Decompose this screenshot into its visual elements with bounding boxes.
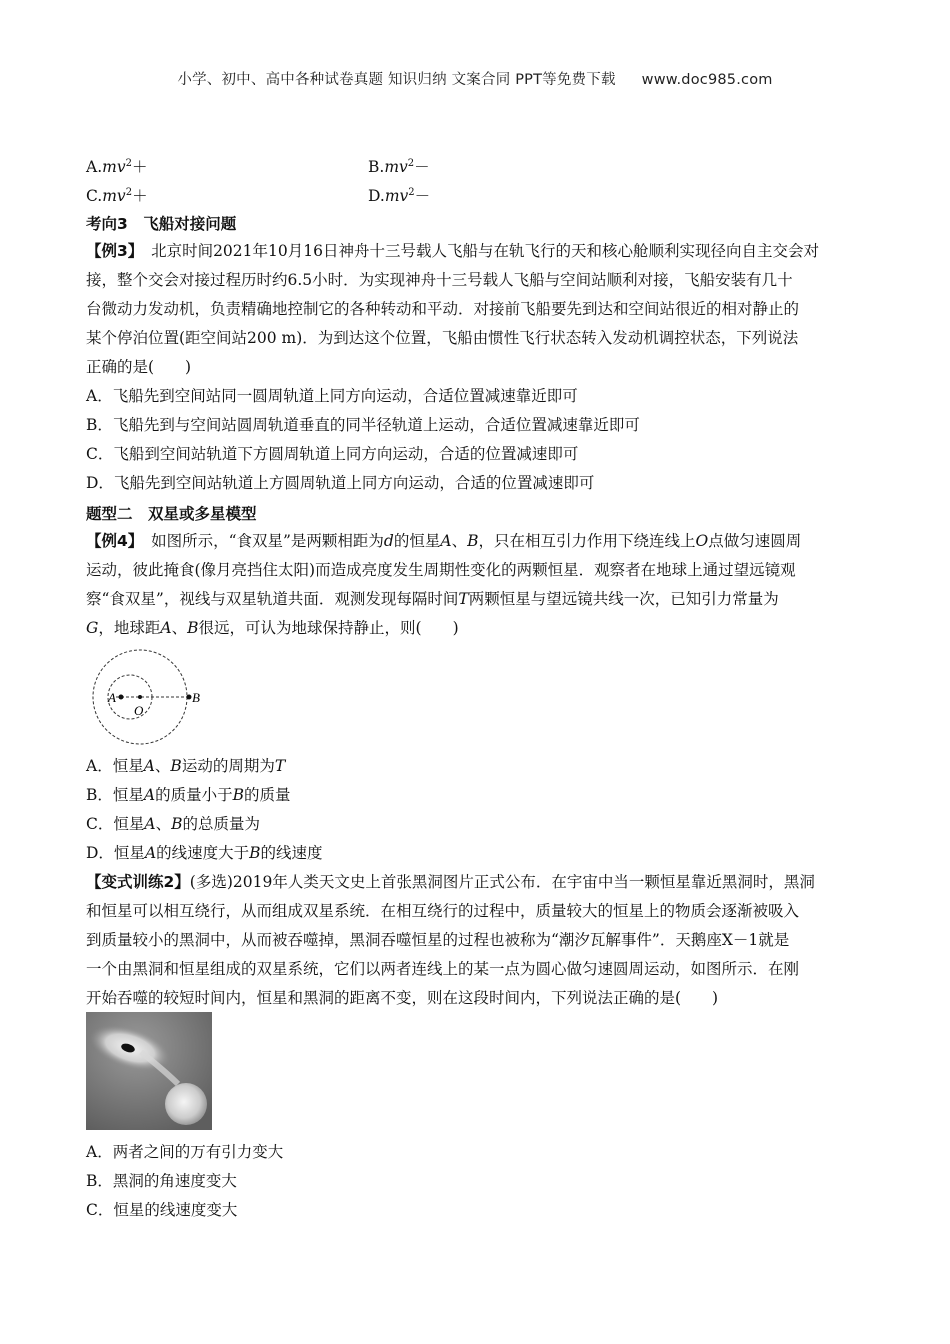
example4-line-1: 【例4】 如图所示，“食双星”是两颗相距为d的恒星A、B，只在相互引力作用下绕连线上O点做匀速圆周 (86, 532, 802, 550)
variant2-tag: 【变式训练2】 (86, 873, 190, 891)
example3-option-c: C．飞船到空间站轨道下方圆周轨道上同方向运动，合适的位置减速即可 (86, 445, 579, 463)
example4-option-d: D．恒星A的线速度大于B的线速度 (86, 844, 323, 862)
variant2-line-2: 和恒星可以相互绕行，从而组成双星系统．在相互绕行的过程中，质量较大的恒星上的物质会逐渐被吸入 (86, 902, 800, 920)
label-b: B (192, 690, 200, 705)
section-title-docking: 考向3 飞船对接问题 (86, 215, 237, 233)
example3-line-4: 某个停泊位置(距空间站200 m)．为到达这个位置，飞船由惯性飞行状态转入发动机调控状态，下列说法 (86, 329, 799, 347)
star-a-dot (119, 695, 124, 700)
prev-option-a: $A.mv^2+$ (86, 158, 148, 177)
example3-tag: 【例3】 (86, 242, 136, 260)
page-header (0, 68, 950, 89)
variant2-option-a: A．两者之间的万有引力变大 (86, 1143, 284, 1161)
example3-option-d: D．飞船先到空间站轨道上方圆周轨道上同方向运动，合适的位置减速即可 (86, 474, 595, 492)
section-title-binary-stars: 题型二 双星或多星模型 (86, 505, 257, 523)
example4-option-b: B．恒星A的质量小于B的质量 (86, 786, 291, 804)
example3-line-3: 台微动力发动机，负责精确地控制它的各种转动和平动．对接前飞船要先到达和空间站很近的相对静止的 (86, 300, 800, 318)
example3-line-5: 正确的是( ) (86, 358, 192, 376)
header-site: www.doc985.com (641, 72, 773, 88)
prev-option-b: $B.mv^2-$ (368, 158, 430, 177)
example3-line-2: 接，整个交会对接过程历时约6.5小时．为实现神舟十三号载人飞船与空间站顺利对接，飞船安装有几十 (86, 271, 793, 289)
prev-option-d: $D.mv^2-$ (368, 187, 431, 206)
label-a: A (108, 690, 116, 705)
variant2-line-3: 到质量较小的黑洞中，从而被吞噬掉，黑洞吞噬恒星的过程也被称为“潮汐瓦解事件”．天鹅座X－1就是 (86, 931, 790, 949)
variant2-line-1: 【变式训练2】(多选)2019年人类天文史上首张黑洞图片正式公布．在宇宙中当一颗恒星靠近黑洞时，黑洞 (86, 873, 815, 891)
example4-line-4: G，地球距A、B很远，可认为地球保持静止，则( ) (86, 619, 459, 637)
binary-star-orbit-diagram (84, 646, 200, 748)
black-hole-star-image (86, 1012, 212, 1130)
star (165, 1083, 207, 1125)
variant2-option-c: C．恒星的线速度变大 (86, 1201, 238, 1219)
center-o-dot (138, 695, 142, 699)
example4-option-c: C．恒星A、B的总质量为 (86, 815, 260, 833)
example3-option-a: A．飞船先到空间站同一圆周轨道上同方向运动，合适位置减速靠近即可 (86, 387, 578, 405)
variant2-option-b: B．黑洞的角速度变大 (86, 1172, 237, 1190)
prev-option-c: $C.mv^2+$ (86, 187, 148, 206)
example3-option-b: B．飞船先到与空间站圆周轨道垂直的同半径轨道上运动，合适位置减速靠近即可 (86, 416, 640, 434)
star-b-dot (187, 695, 192, 700)
example3-line-1: 【例3】 北京时间2021年10月16日神舟十三号载人飞船与在轨飞行的天和核心舱顺利实现径向自主交会对 (86, 242, 819, 260)
variant2-line-5: 开始吞噬的较短时间内，恒星和黑洞的距离不变，则在这段时间内，下列说法正确的是( ) (86, 989, 719, 1007)
example4-line-2: 运动，彼此掩食(像月亮挡住太阳)而造成亮度发生周期性变化的两颗恒星．观察者在地球上通过望远镜观 (86, 561, 796, 579)
header-text: 小学、初中、高中各种试卷真题 知识归纳 文案合同 PPT等免费下载 (177, 72, 616, 88)
label-o: O (134, 703, 144, 718)
example4-option-a: A．恒星A、B运动的周期为T (86, 757, 286, 775)
variant2-line-4: 一个由黑洞和恒星组成的双星系统，它们以两者连线上的某一点为圆心做匀速圆周运动，如图所示．在刚 (86, 960, 800, 978)
example4-line-3: 察“食双星”，视线与双星轨道共面．观测发现每隔时间T两颗恒星与望远镜共线一次，已知引力常量为 (86, 590, 779, 608)
example4-tag: 【例4】 (86, 532, 136, 550)
